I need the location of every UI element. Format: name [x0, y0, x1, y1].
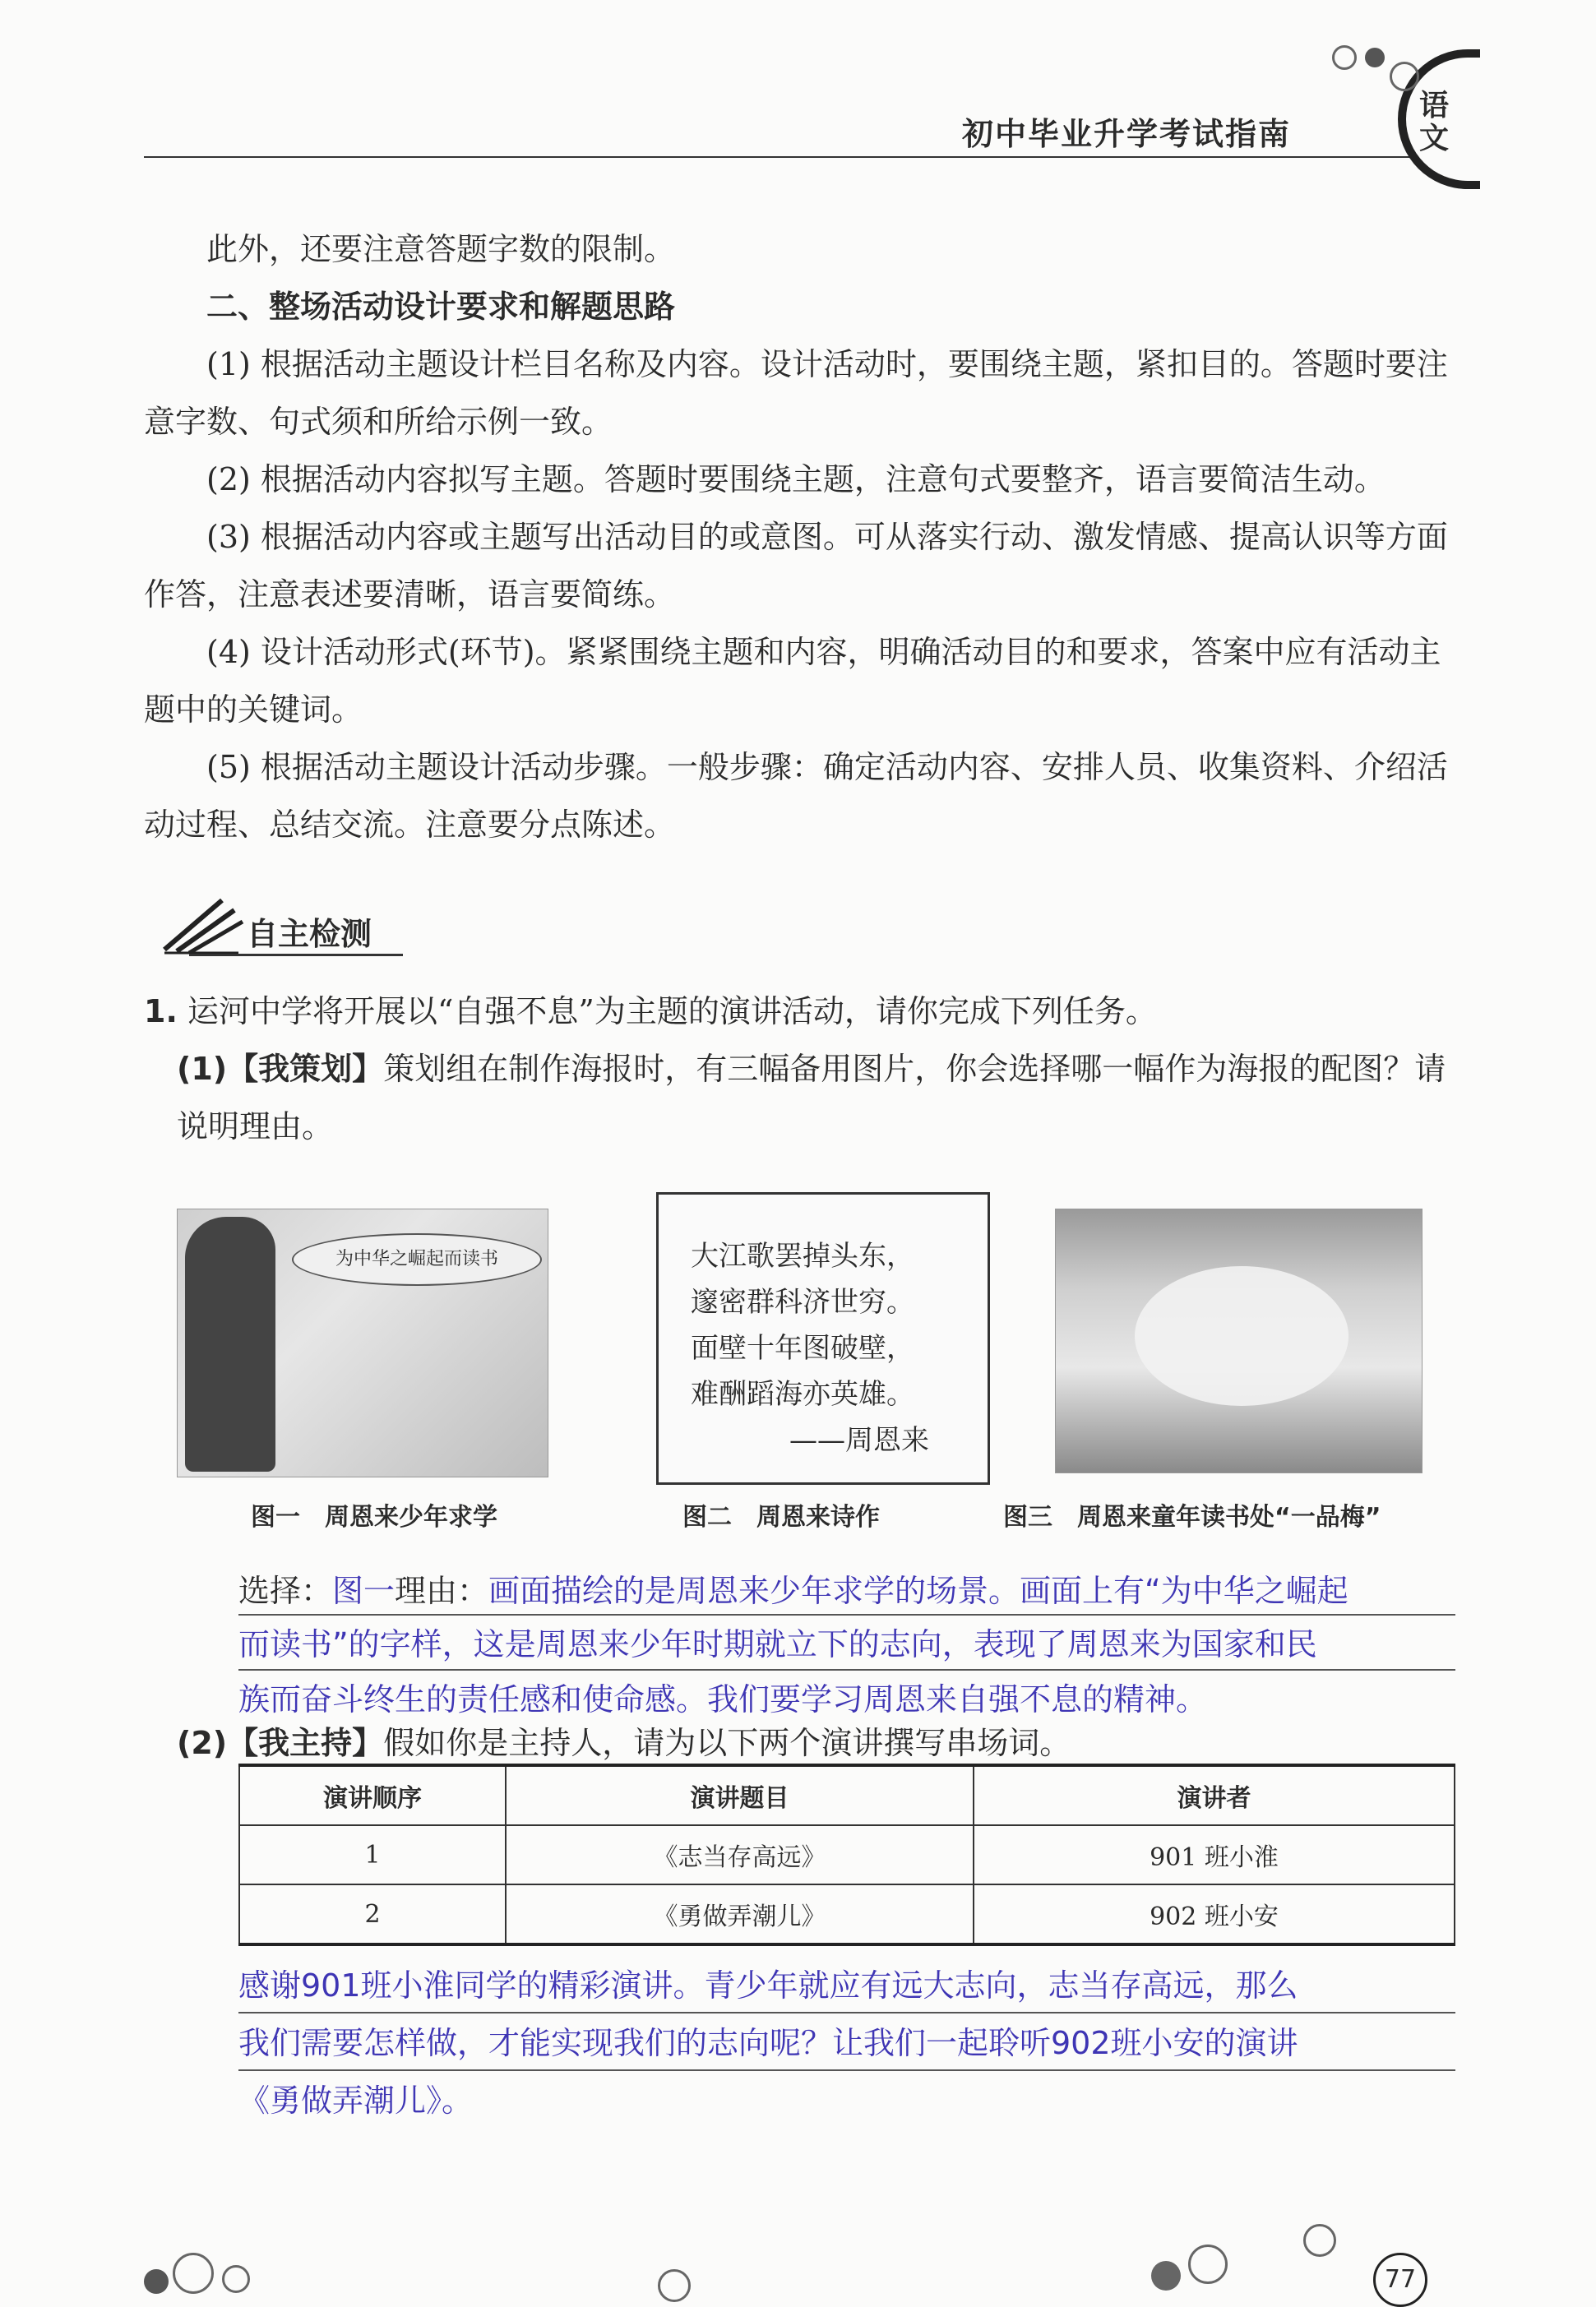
section-item: (5) 根据活动主题设计活动步骤。一般步骤：确定活动内容、安排人员、收集资料、介绍活动过程、总结交流。注意要分点陈述。: [144, 749, 1448, 843]
table-cell: 2: [239, 1884, 506, 1944]
table-row: [239, 1884, 1455, 1944]
host-script-line: 感谢901班小淮同学的精彩演讲。青少年就应有远大志向，志当存高远，那么: [238, 1967, 1298, 2004]
poem-author: ——周恩来: [789, 1424, 929, 1457]
poem-line: 邃密群科济世穷。: [691, 1286, 914, 1319]
section-item: (4) 设计活动形式(环节)。紧紧围绕主题和内容，明确活动目的和要求，答案中应有活动主题中的关键词。: [144, 634, 1441, 728]
speech-table: [238, 1764, 1455, 1946]
figure-two-poem: [691, 1233, 929, 1463]
part1-text: 策划组在制作海报时，有三幅备用图片，你会选择哪一幅作为海报的配图？请说明理由。: [177, 1051, 1446, 1144]
reason-answer: 画面描绘的是周恩来少年求学的场景。画面上有“为中华之崛起: [488, 1573, 1349, 1609]
intro-line: 此外，还要注意答题字数的限制。: [206, 231, 676, 267]
decor-ring-icon: [222, 2265, 250, 2293]
question-number: 1.: [144, 993, 178, 1029]
decor-dot-icon: [1365, 48, 1385, 67]
choice-label: 选择：: [238, 1573, 333, 1609]
decor-ring-icon: [1303, 2224, 1336, 2257]
table-cell: 《勇做弄潮儿》: [506, 1884, 974, 1944]
header-divider: [144, 156, 1410, 158]
decor-ring-icon: [1332, 45, 1357, 70]
figure-one-banner: 为中华之崛起而读书: [292, 1233, 542, 1286]
part2-prompt: [177, 1722, 1071, 1764]
answer-rule: [238, 2069, 1455, 2071]
decor-ring-icon: [173, 2253, 214, 2294]
table-header: 演讲顺序: [239, 1765, 506, 1825]
poem-line: 难酬蹈海亦英雄。: [691, 1378, 914, 1411]
subject-label: 语文: [1418, 88, 1449, 155]
part1-label: (1)【我策划】: [177, 1051, 384, 1087]
part1-prompt: [177, 1040, 1460, 1155]
page-number: 77: [1373, 2253, 1427, 2307]
figure-caption: 图一 周恩来少年求学: [251, 1503, 497, 1532]
host-script-line: 我们需要怎样做，才能实现我们的志向呢？让我们一起聆听902班小安的演讲: [238, 2025, 1298, 2061]
figure-one-person: [185, 1217, 275, 1472]
decor-dot-icon: [1151, 2261, 1181, 2291]
question-text: 运河中学将开展以“自强不息”为主题的演讲活动，请你完成下列任务。: [187, 993, 1157, 1029]
reason-answer: 而读书”的字样，这是周恩来少年时期就立下的志向，表现了周恩来为国家和民: [238, 1626, 1317, 1662]
reason-label: 理由：: [395, 1573, 489, 1609]
part2-text: 假如你是主持人，请为以下两个演讲撰写串场词。: [383, 1725, 1071, 1761]
figure-three-tree: [1135, 1266, 1349, 1406]
question-stem: [144, 982, 1460, 1040]
table-header: 演讲题目: [506, 1765, 974, 1825]
pencil-icon: [156, 892, 247, 958]
table-header: 演讲者: [974, 1765, 1455, 1825]
answer-rule: [238, 1614, 1455, 1616]
table-cell: 1: [239, 1825, 506, 1884]
section-two-heading: 二、整场活动设计要求和解题思路: [206, 289, 676, 325]
answer-rule: [238, 2012, 1455, 2013]
figure-caption: 图二 周恩来诗作: [682, 1503, 880, 1532]
part2-label: (2)【我主持】: [177, 1725, 384, 1761]
figure-caption: 图三 周恩来童年读书处“一品梅”: [1003, 1503, 1381, 1532]
table-cell: 902 班小安: [974, 1884, 1455, 1944]
self-check-title: 自主检测: [247, 916, 372, 952]
answer-rule: [238, 1669, 1455, 1671]
reason-answer: 族而奋斗终生的责任感和使命感。我们要学习周恩来自强不息的精神。: [238, 1681, 1208, 1718]
table-header-row: [239, 1765, 1455, 1825]
decor-ring-icon: [1188, 2245, 1228, 2284]
poem-line: 大江歌罢掉头东，: [691, 1240, 914, 1273]
choice-answer: 图一: [332, 1573, 396, 1609]
table-row: [239, 1825, 1455, 1884]
decor-ring-icon: [1390, 62, 1419, 91]
table-cell: 《志当存高远》: [506, 1825, 974, 1884]
answer1-line1: [238, 1570, 1349, 1611]
section-item: (3) 根据活动内容或主题写出活动目的或意图。可从落实行动、激发情感、提高认识等方面作答，注意表述要清晰，语言要简练。: [144, 519, 1448, 613]
header-title: 初中毕业升学考试指南: [962, 116, 1292, 152]
host-script-line: 《勇做弄潮儿》。: [238, 2083, 474, 2119]
poem-line: 面壁十年图破壁，: [691, 1332, 914, 1365]
section-item: (2) 根据活动内容拟写主题。答题时要围绕主题，注意句式要整齐，语言要简洁生动。: [206, 461, 1386, 497]
decor-ring-icon: [658, 2269, 691, 2302]
section-item: (1) 根据活动主题设计栏目名称及内容。设计活动时，要围绕主题，紧扣目的。答题时要注意字数、句式须和所给示例一致。: [144, 346, 1448, 440]
decor-dot-icon: [144, 2269, 169, 2294]
self-check-underline: [189, 954, 403, 956]
table-cell: 901 班小淮: [974, 1825, 1455, 1884]
